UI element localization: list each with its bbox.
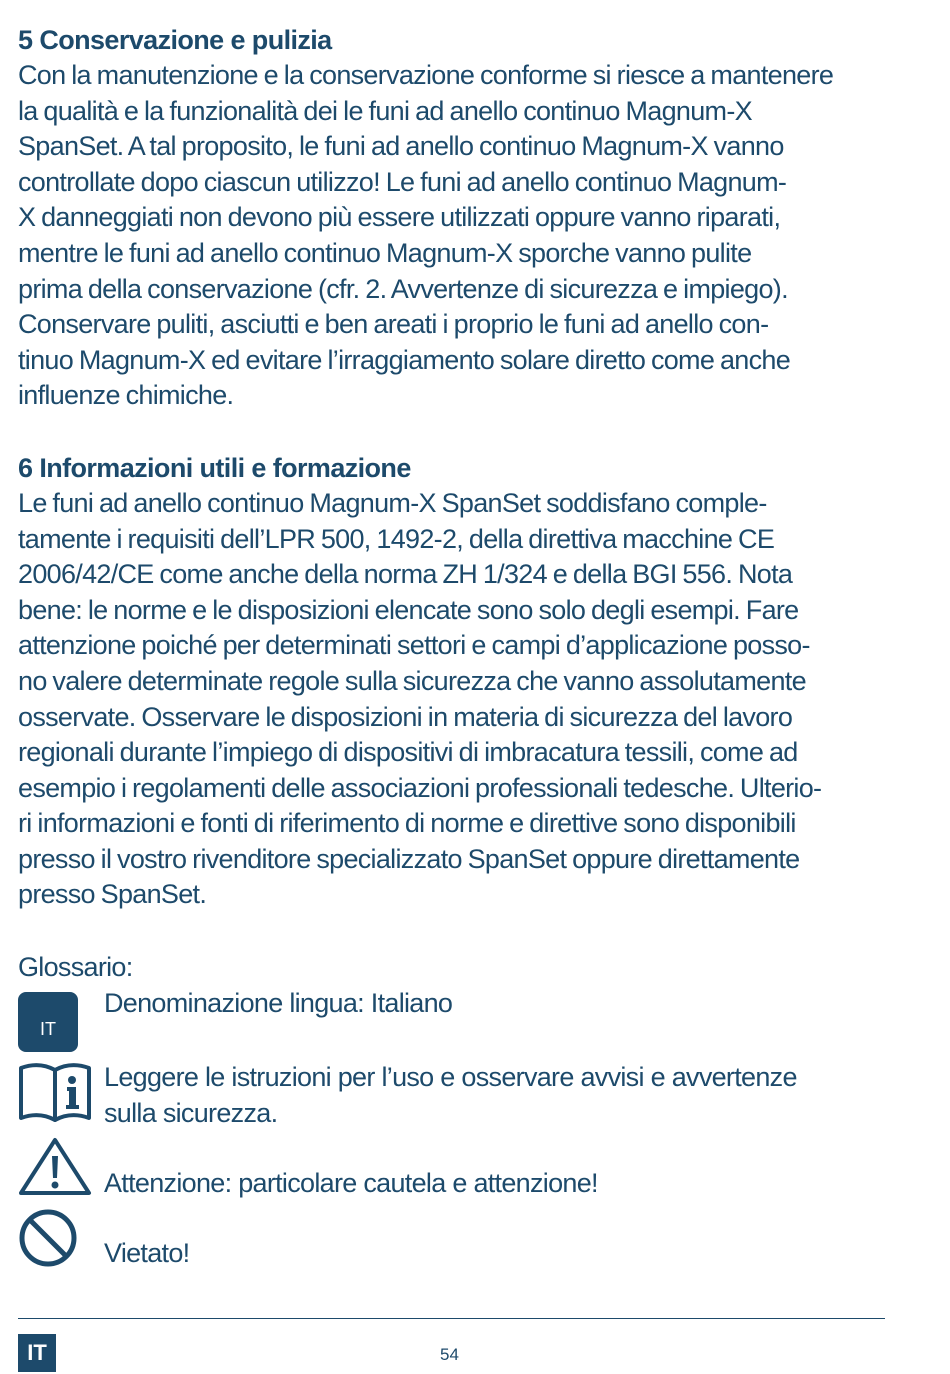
text-line: Leggere le istruzioni per l’uso e osservare avvisi e avvertenze xyxy=(104,1062,797,1092)
glossary-item-text xyxy=(104,1166,884,1202)
language-badge-icon: IT xyxy=(18,992,78,1052)
text-line: prima della conservazione (cfr. 2. Avvertenze di sicurezza e impiego). xyxy=(18,273,788,304)
page-content xyxy=(18,22,888,985)
text-line: Con la manutenzione e la conservazione conforme si riesce a mantenere xyxy=(18,60,834,90)
book-info-icon xyxy=(18,1062,92,1124)
text-line: la qualità e la funzionalità dei le funi ad anello continuo Magnum-X xyxy=(18,95,752,126)
glossary-item-prohibited xyxy=(18,1208,888,1270)
section-5-body xyxy=(18,58,888,414)
text-line: bene: le norme e le disposizioni elencate sono solo degli esempi. Fare xyxy=(18,594,799,625)
section-6-heading: 6 Informazioni utili e formazione xyxy=(18,452,411,483)
text-line: 2006/42/CE come anche della norma ZH 1/324 e della BGI 556. Nota xyxy=(18,559,793,590)
glossary-title: Glossario: xyxy=(18,952,133,983)
text-line: Denominazione lingua: Italiano xyxy=(104,988,453,1018)
text-line: Conservare puliti, asciutti e ben areati i proprio le funi ad anello con- xyxy=(18,309,769,340)
text-line: no valere determinate regole sulla sicurezza che vanno assolutamente xyxy=(18,665,806,696)
text-line: presso SpanSet. xyxy=(18,879,207,910)
text-line: Attenzione: particolare cautela e attenzione! xyxy=(104,1168,598,1198)
glossary-item-read-instructions xyxy=(18,1062,888,1126)
text-line: Vietato! xyxy=(104,1238,190,1268)
text-line: ri informazioni e fonti di riferimento di norme e direttive sono disponibili xyxy=(18,808,796,839)
text-line: mentre le funi ad anello continuo Magnum-X sporche vanno pulite xyxy=(18,237,752,268)
text-line: osservate. Osservare le disposizioni in materia di sicurezza del lavoro xyxy=(18,701,793,732)
text-line: X danneggiati non devono più essere utilizzati oppure vanno riparati, xyxy=(18,202,781,233)
footer-divider xyxy=(18,1318,885,1319)
text-line: esempio i regolamenti delle associazioni professionali tedesche. Ulterio- xyxy=(18,772,822,803)
section-6-body xyxy=(18,486,888,913)
glossary-item-text xyxy=(104,1060,884,1131)
warning-triangle-icon xyxy=(18,1136,92,1196)
text-line: SpanSet. A tal proposito, le funi ad anello continuo Magnum-X vanno xyxy=(18,131,784,162)
text-line: tinuo Magnum-X ed evitare l’irraggiamento solare diretto come anche xyxy=(18,344,791,375)
glossary-item-text xyxy=(104,986,884,1022)
text-line: Le funi ad anello continuo Magnum-X SpanSet soddisfano comple- xyxy=(18,487,767,518)
text-line: controllate dopo ciascun utilizzo! Le funi ad anello continuo Magnum- xyxy=(18,166,787,197)
text-line: regionali durante l’impiego di dispositivi di imbracatura tessili, come ad xyxy=(18,737,798,768)
glossary-item-language xyxy=(18,988,888,1056)
text-line: presso il vostro rivenditore specializzato SpanSet oppure direttamente xyxy=(18,843,800,874)
text-line: sulla sicurezza. xyxy=(104,1097,278,1128)
glossary-item-text xyxy=(104,1236,884,1272)
footer-language-badge: IT xyxy=(18,1334,56,1372)
prohibited-icon xyxy=(18,1208,78,1268)
text-line: attenzione poiché per determinati settori e campi d’applicazione posso- xyxy=(18,630,810,661)
text-line: influenze chimiche. xyxy=(18,380,234,411)
page-number: 54 xyxy=(440,1345,459,1364)
glossary-item-warning xyxy=(18,1136,888,1198)
section-5-heading: 5 Conservazione e pulizia xyxy=(18,25,332,55)
text-line: tamente i requisiti dell’LPR 500, 1492-2, della direttiva macchine CE xyxy=(18,523,775,554)
